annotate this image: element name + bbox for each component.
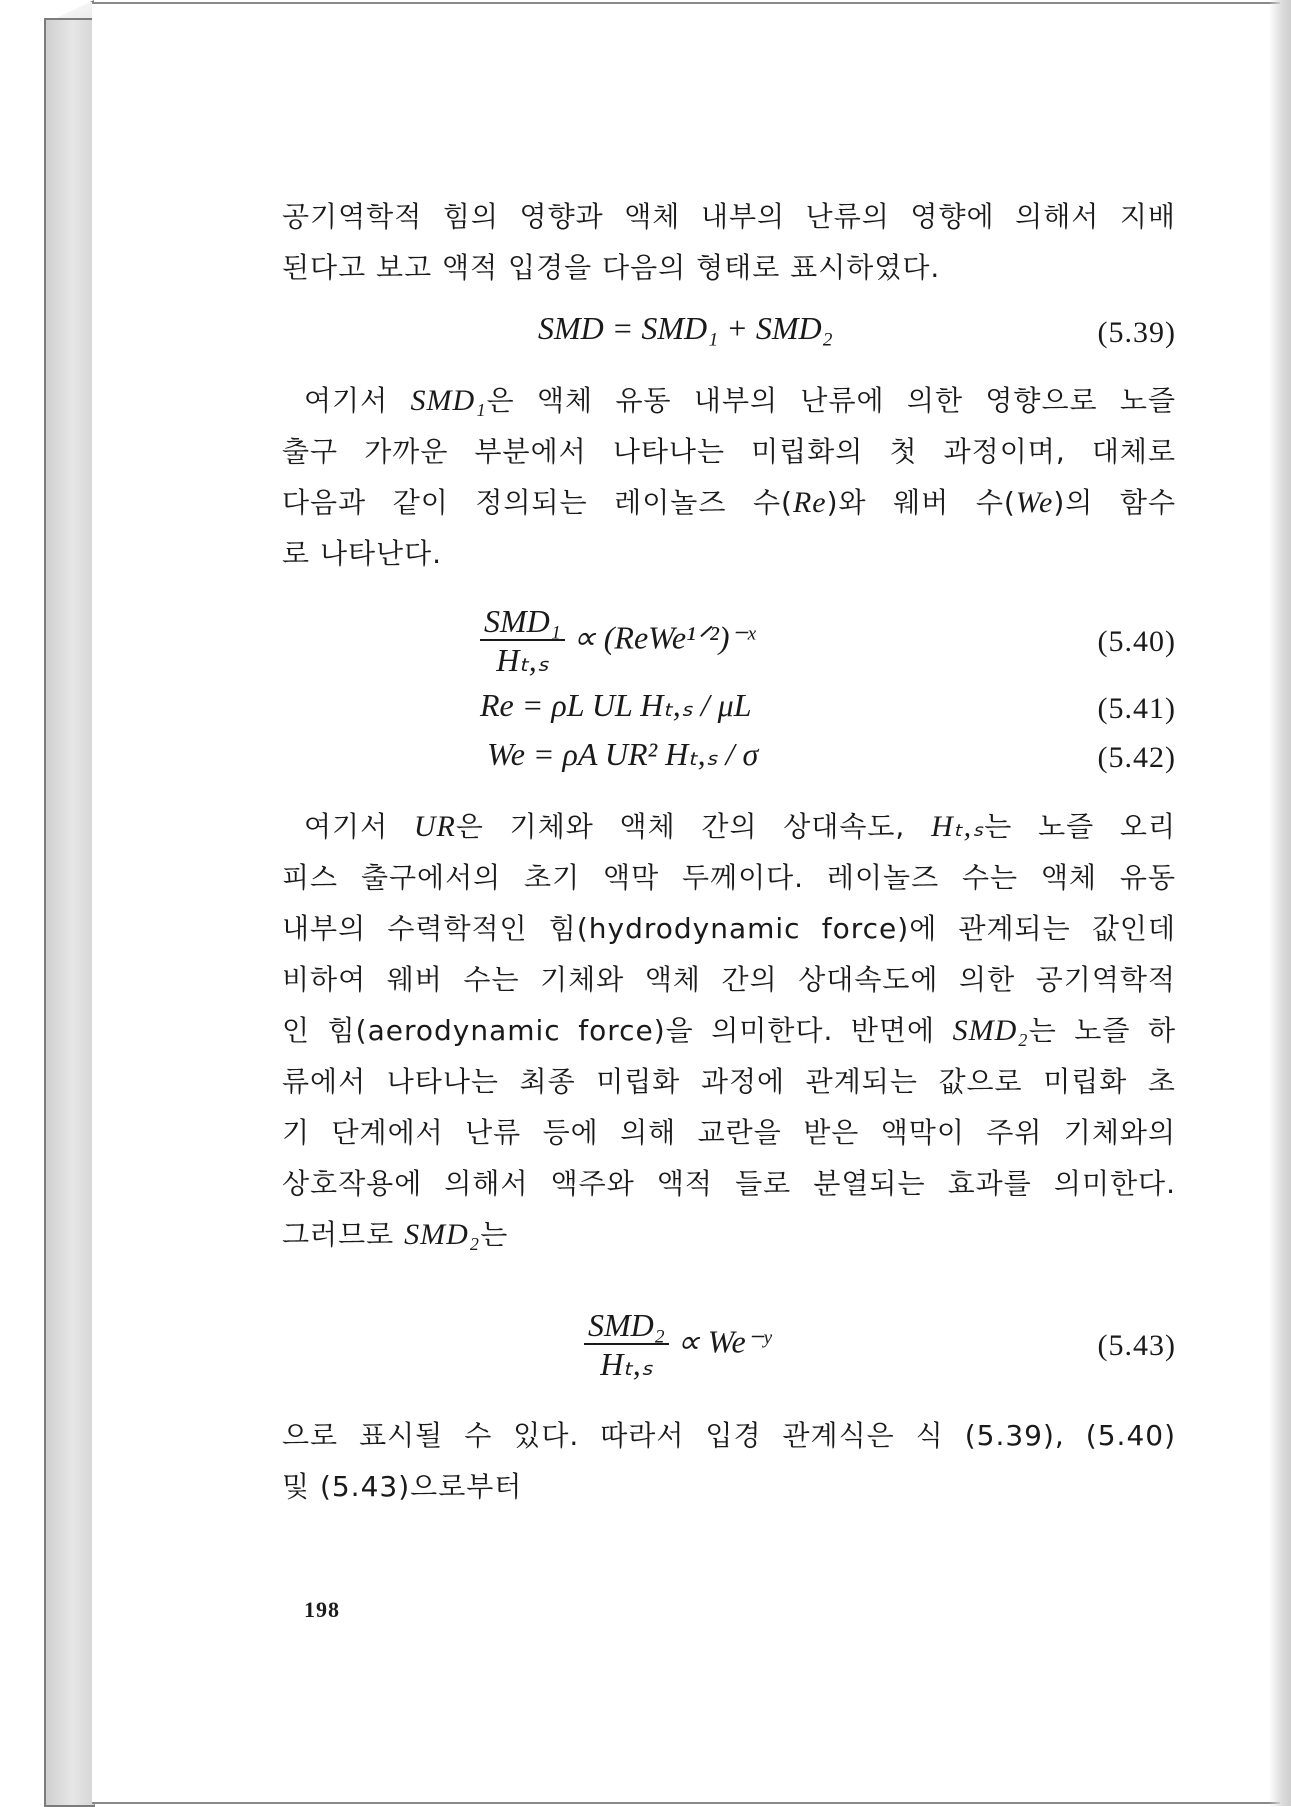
equation-body: We = ρA UR² Hₜ,ₛ / σ (487, 736, 759, 772)
text-line: 그러므로 SMD₂는 (282, 1218, 509, 1251)
page-edge-shadow (1269, 0, 1291, 1806)
text-line: 으로 표시될 수 있다. 따라서 입경 관계식은 식 (5.39), (5.40) (282, 1419, 1176, 1452)
text-line: 상호작용에 의해서 액주와 액적 들로 분열되는 효과를 의미한다. (282, 1167, 1176, 1200)
equation-5-40 (282, 603, 1176, 683)
text-line: 비하여 웨버 수는 기체와 액체 간의 상대속도에 의한 공기역학적 (282, 963, 1176, 996)
text-line: 및 (5.43)으로부터 (282, 1470, 523, 1503)
equation-5-42 (282, 735, 1176, 785)
math-smd2: SMD₂ (404, 1218, 481, 1251)
fraction: $\frac{\text{SMD₂}}{\text{Hₜ,ₛ}}$ (584, 1307, 669, 1383)
text-line: 피스 출구에서의 초기 액막 두께이다. 레이놀즈 수는 액체 유동 (282, 861, 1176, 894)
math-smd1: SMD₁ (410, 384, 487, 417)
paragraph-explanation (282, 801, 1176, 1260)
equation-number: (5.41) (1097, 692, 1176, 725)
text-line: 여기서 UR은 기체와 액체 간의 상대속도, Hₜ,ₛ는 노즐 오리 (304, 810, 1176, 843)
text-line: 내부의 수력학적인 힘(hydrodynamic force)에 관계되는 값인데 (282, 912, 1176, 945)
equation-number: (5.39) (1097, 316, 1176, 349)
equation-5-43 (282, 1307, 1176, 1387)
fraction: $\frac{\text{SMD₁}}{\text{Hₜ,ₛ}}$ (480, 603, 565, 679)
equation-body: $\frac{\text{SMD₁}}{\text{Hₜ,ₛ}}$ ∝ (ReWe¹ᐟ²)⁻ˣ (480, 603, 755, 679)
text-line: 여기서 SMD₁은 액체 유동 내부의 난류에 의한 영향으로 노즐 (304, 384, 1176, 417)
equation-5-39 (282, 310, 1176, 360)
equation-number: (5.43) (1097, 1329, 1176, 1362)
text-line: 인 힘(aerodynamic force)을 의미한다. 반면에 SMD₂는 노즐 하 (282, 1014, 1176, 1047)
paragraph-smd1 (282, 375, 1176, 579)
equation-number: (5.40) (1097, 625, 1176, 658)
math-smd2: SMD₂ (952, 1014, 1029, 1047)
text-line: 공기역학적 힘의 영향과 액체 내부의 난류의 영향에 의해서 지배 (282, 200, 1176, 233)
equation-body: Re = ρL UL Hₜ,ₛ / μL (480, 687, 752, 723)
page-number: 198 (304, 1597, 340, 1622)
math-re: Re (792, 486, 827, 519)
text-line: 출구 가까운 부분에서 나타나는 미립화의 첫 과정이며, 대체로 (282, 435, 1176, 468)
math-hts: Hₜ,ₛ (931, 810, 985, 843)
book-spine (44, 18, 95, 1807)
text-line: 기 단계에서 난류 등에 의해 교란을 받은 액막이 주위 기체와의 (282, 1116, 1176, 1149)
math-ur: UR (413, 810, 456, 843)
paragraph-intro (282, 191, 1176, 293)
paragraph-conclusion (282, 1410, 1176, 1512)
text-line: 류에서 나타나는 최종 미립화 과정에 관계되는 값으로 미립화 초 (282, 1065, 1176, 1098)
equation-body: $\frac{\text{SMD₂}}{\text{Hₜ,ₛ}}$ ∝ We⁻ʸ (584, 1307, 771, 1383)
equation-body: SMD = SMD₁ + SMD₂ (538, 310, 833, 346)
text-line: 로 나타난다. (282, 537, 443, 570)
equation-number: (5.42) (1097, 741, 1176, 774)
text-line: 다음과 같이 정의되는 레이놀즈 수(Re)와 웨버 수(We)의 함수 (282, 486, 1177, 519)
text-line: 된다고 보고 액적 입경을 다음의 형태로 표시하였다. (282, 251, 941, 284)
equation-5-41 (282, 686, 1176, 736)
math-we: We (1015, 486, 1054, 519)
